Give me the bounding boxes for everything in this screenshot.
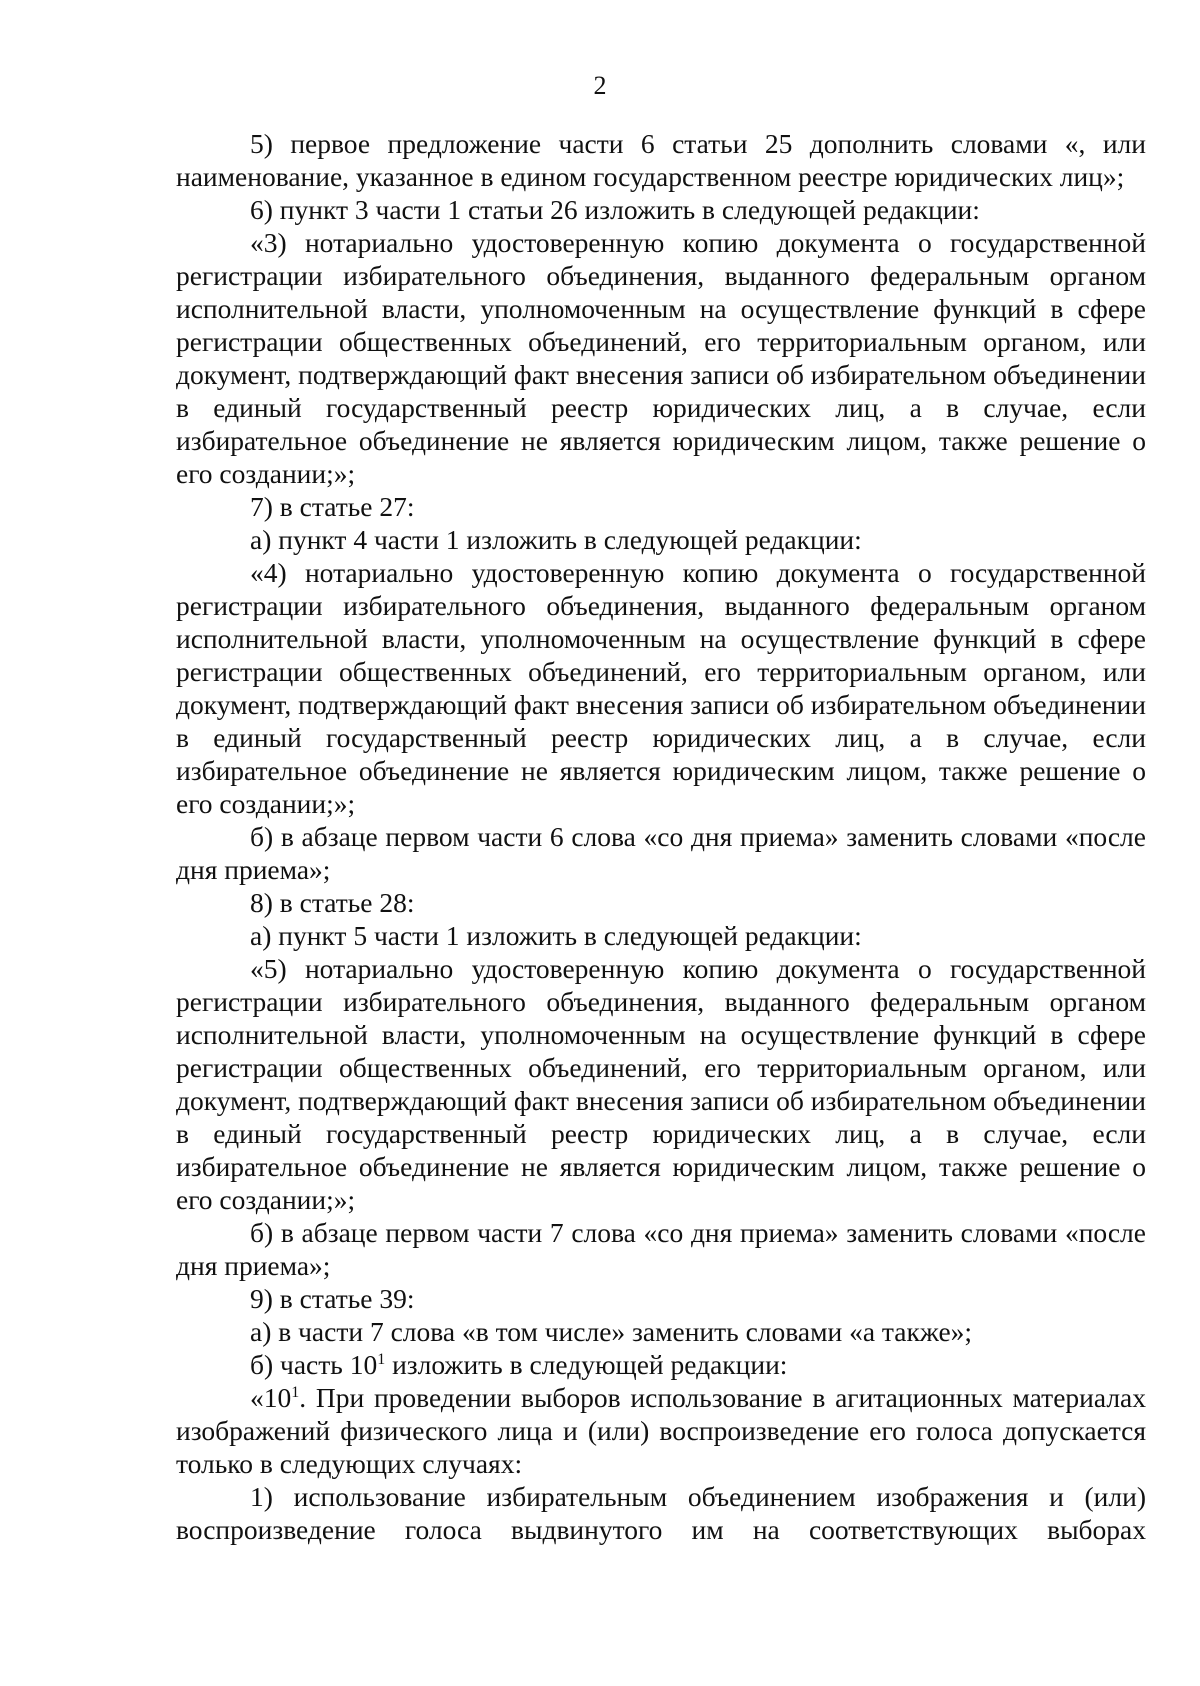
- text-fragment: изложить в следующей редакции:: [385, 1349, 788, 1380]
- paragraph-item-7a-quote: «4) нотариально удостоверенную копию документа о государственной регистрации избирательного объединения, выданного федеральным органом исполнительной власти, уполномоченным на осуществление функций в сфере регистрации общественных объединений, его территориальным органом, или документ, подтверждающий факт внесения записи об избирательном объединении в единый государственный реестр юридических лиц, а в случае, если избирательное объединение не является юридическим лицом, также решение о его создании;»;: [176, 557, 1146, 819]
- paragraph-item-8b: б) в абзаце первом части 7 слова «со дня приема» заменить словами «после дня приема»;: [176, 1217, 1146, 1281]
- paragraph-item-7b: б) в абзаце первом части 6 слова «со дня приема» заменить словами «после дня приема»;: [176, 821, 1146, 885]
- paragraph-item-6: 6) пункт 3 части 1 статьи 26 изложить в следующей редакции:: [250, 194, 980, 225]
- paragraph-item-9: 9) в статье 39:: [250, 1283, 415, 1314]
- paragraph-item-8a-quote: «5) нотариально удостоверенную копию документа о государственной регистрации избирательного объединения, выданного федеральным органом исполнительной власти, уполномоченным на осуществление функций в сфере регистрации общественных объединений, его территориальным органом, или документ, подтверждающий факт внесения записи об избирательном объединении в единый государственный реестр юридических лиц, а в случае, если избирательное объединение не является юридическим лицом, также решение о его создании;»;: [176, 953, 1146, 1215]
- text-fragment: б) часть 10: [250, 1349, 378, 1380]
- paragraph-item-7a: а) пункт 4 части 1 изложить в следующей редакции:: [250, 524, 862, 555]
- paragraph-item-8: 8) в статье 28:: [250, 887, 415, 918]
- paragraph-item-9a: а) в части 7 слова «в том числе» заменить словами «а также»;: [250, 1316, 973, 1347]
- superscript: 1: [291, 1383, 300, 1401]
- page-number: 2: [593, 71, 607, 100]
- paragraph-item-5: 5) первое предложение части 6 статьи 25 дополнить словами «, или наименование, указанное в едином государственном реестре юридических лиц»;: [176, 128, 1146, 192]
- superscript: 1: [377, 1350, 386, 1368]
- document-body: [176, 127, 1146, 1546]
- text-fragment: . При проведении выборов использование в агитационных материалах изображений физического лица и (или) воспроизведение его голоса допускается только в следующих случаях:: [176, 1382, 1146, 1479]
- paragraph-item-7: 7) в статье 27:: [250, 491, 415, 522]
- text-fragment: «10: [250, 1382, 292, 1413]
- paragraph-item-6-quote: «3) нотариально удостоверенную копию документа о государственной регистрации избирательного объединения, выданного федеральным органом исполнительной власти, уполномоченным на осуществление функций в сфере регистрации общественных объединений, его территориальным органом, или документ, подтверждающий факт внесения записи об избирательном объединении в единый государственный реестр юридических лиц, а в случае, если избирательное объединение не является юридическим лицом, также решение о его создании;»;: [176, 227, 1146, 489]
- paragraph-item-8a: а) пункт 5 части 1 изложить в следующей редакции:: [250, 920, 862, 951]
- paragraph-case-1: 1) использование избирательным объединением изображения и (или) воспроизведение голоса выдвинутого им на соответствующих выборах: [176, 1481, 1146, 1545]
- paragraph-part-10-1: [176, 1381, 1146, 1480]
- paragraph-item-9b: [176, 1348, 1146, 1381]
